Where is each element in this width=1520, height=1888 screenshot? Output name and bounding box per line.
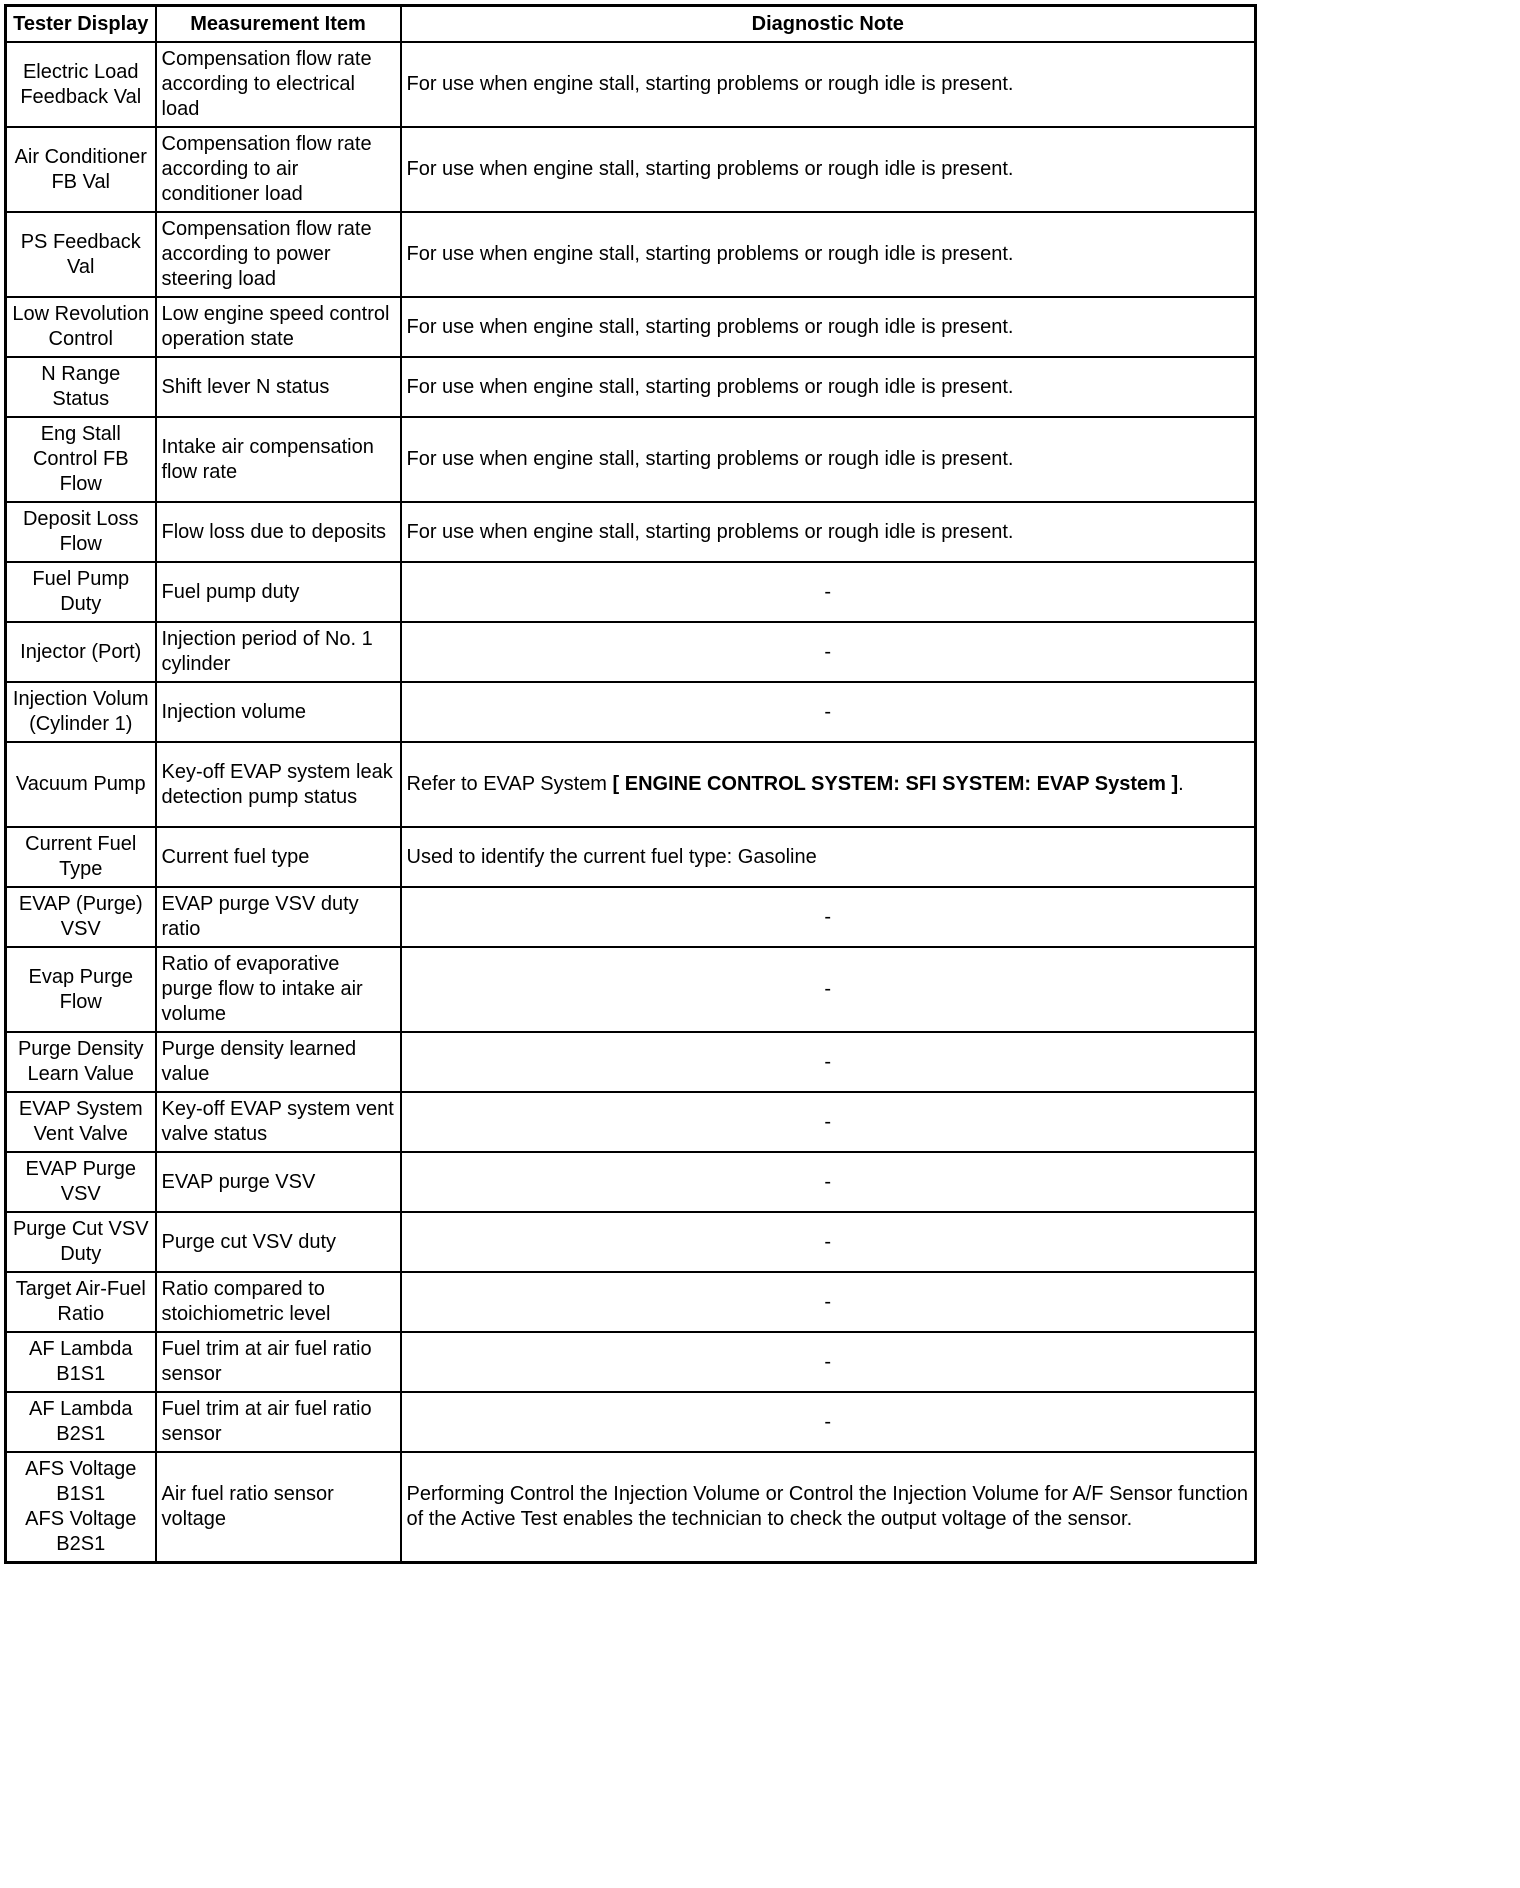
tester-display-cell: AF Lambda B2S1 (6, 1392, 156, 1452)
diagnostic-note-cell: For use when engine stall, starting problems or rough idle is present. (401, 297, 1256, 357)
diagnostic-note-cell: - (401, 1212, 1256, 1272)
tester-display-cell (6, 1452, 156, 1563)
tester-display-cell: Injector (Port) (6, 622, 156, 682)
tester-display-cell: AF Lambda B1S1 (6, 1332, 156, 1392)
measurement-item-cell: Flow loss due to deposits (156, 502, 401, 562)
tester-display-line: AFS Voltage B2S1 (25, 1508, 137, 1555)
measurement-item-cell: Key-off EVAP system leak detection pump status (156, 742, 401, 827)
measurement-item-cell: Current fuel type (156, 827, 401, 887)
tester-display-cell: Purge Density Learn Value (6, 1032, 156, 1092)
table-row (6, 1032, 1256, 1092)
table-row (6, 357, 1256, 417)
tester-display-cell: Low Revolution Control (6, 297, 156, 357)
measurement-item-cell: EVAP purge VSV (156, 1152, 401, 1212)
header-tester-display: Tester Display (6, 6, 156, 43)
table-row (6, 1452, 1256, 1563)
tester-display-cell: Target Air-Fuel Ratio (6, 1272, 156, 1332)
table-row (6, 417, 1256, 502)
measurement-item-cell: Key-off EVAP system vent valve status (156, 1092, 401, 1152)
tester-display-cell: PS Feedback Val (6, 212, 156, 297)
tester-display-cell: N Range Status (6, 357, 156, 417)
diagnostic-note-cell: - (401, 562, 1256, 622)
diagnostic-note-cell: For use when engine stall, starting problems or rough idle is present. (401, 127, 1256, 212)
measurement-item-cell: Ratio compared to stoichiometric level (156, 1272, 401, 1332)
tester-display-cell: Current Fuel Type (6, 827, 156, 887)
measurement-item-cell: Purge density learned value (156, 1032, 401, 1092)
table-row (6, 1272, 1256, 1332)
measurement-item-cell: Purge cut VSV duty (156, 1212, 401, 1272)
table-row (6, 212, 1256, 297)
diagnostic-note-cell: - (401, 682, 1256, 742)
tester-display-cell: Electric Load Feedback Val (6, 42, 156, 127)
table-row (6, 562, 1256, 622)
table-row (6, 502, 1256, 562)
diagnostic-note-cell: For use when engine stall, starting problems or rough idle is present. (401, 212, 1256, 297)
document-page (4, 4, 1257, 1564)
diagnostic-note-cell: - (401, 1392, 1256, 1452)
diagnostic-note-cell: For use when engine stall, starting problems or rough idle is present. (401, 42, 1256, 127)
table-row (6, 127, 1256, 212)
diagnostic-note-cell: - (401, 1332, 1256, 1392)
measurement-item-cell: Shift lever N status (156, 357, 401, 417)
table-row (6, 1392, 1256, 1452)
diagnostic-note-cell: - (401, 947, 1256, 1032)
table-row (6, 887, 1256, 947)
table-row (6, 1152, 1256, 1212)
table-row (6, 947, 1256, 1032)
table-row (6, 297, 1256, 357)
table-row (6, 622, 1256, 682)
tester-display-cell: EVAP (Purge) VSV (6, 887, 156, 947)
diagnostic-note-cell: - (401, 1032, 1256, 1092)
measurement-item-cell: Injection volume (156, 682, 401, 742)
table-row (6, 742, 1256, 827)
table-row (6, 42, 1256, 127)
evap-system-reference-link[interactable]: [ ENGINE CONTROL SYSTEM: SFI SYSTEM: EVAP System ] (612, 773, 1179, 795)
table-row (6, 1092, 1256, 1152)
measurement-item-cell: Fuel trim at air fuel ratio sensor (156, 1392, 401, 1452)
measurement-item-cell: Air fuel ratio sensor voltage (156, 1452, 401, 1563)
table-row (6, 1212, 1256, 1272)
diagnostic-note-cell: - (401, 1092, 1256, 1152)
note-text: . (1178, 773, 1184, 795)
table-row (6, 1332, 1256, 1392)
measurement-item-cell: Compensation flow rate according to air conditioner load (156, 127, 401, 212)
diagnostic-note-cell (401, 742, 1256, 827)
table-header-row (6, 6, 1256, 43)
tester-display-cell: Injection Volum (Cylinder 1) (6, 682, 156, 742)
header-measurement-item: Measurement Item (156, 6, 401, 43)
diagnostic-note-cell: For use when engine stall, starting problems or rough idle is present. (401, 357, 1256, 417)
tester-display-cell: EVAP System Vent Valve (6, 1092, 156, 1152)
measurement-item-cell: Fuel pump duty (156, 562, 401, 622)
measurement-item-cell: Injection period of No. 1 cylinder (156, 622, 401, 682)
diagnostic-note-cell: Used to identify the current fuel type: Gasoline (401, 827, 1256, 887)
diagnostic-note-cell: - (401, 1272, 1256, 1332)
measurement-item-cell: EVAP purge VSV duty ratio (156, 887, 401, 947)
table-row (6, 827, 1256, 887)
measurement-item-cell: Ratio of evaporative purge flow to intake air volume (156, 947, 401, 1032)
table-row (6, 682, 1256, 742)
tester-display-cell: Evap Purge Flow (6, 947, 156, 1032)
tester-display-cell: Air Conditioner FB Val (6, 127, 156, 212)
diagnostic-note-cell: - (401, 1152, 1256, 1212)
measurement-item-cell: Compensation flow rate according to electrical load (156, 42, 401, 127)
diagnostic-note-cell: - (401, 622, 1256, 682)
tester-display-cell: Purge Cut VSV Duty (6, 1212, 156, 1272)
diagnostic-note-cell: For use when engine stall, starting problems or rough idle is present. (401, 417, 1256, 502)
note-text: Refer to EVAP System (406, 773, 613, 795)
measurement-item-cell: Compensation flow rate according to power steering load (156, 212, 401, 297)
tester-display-cell: Fuel Pump Duty (6, 562, 156, 622)
measurement-item-cell: Fuel trim at air fuel ratio sensor (156, 1332, 401, 1392)
tester-display-line: AFS Voltage B1S1 (25, 1458, 137, 1505)
tester-display-cell: Deposit Loss Flow (6, 502, 156, 562)
diagnostic-note-cell: For use when engine stall, starting problems or rough idle is present. (401, 502, 1256, 562)
data-list-table (4, 4, 1257, 1564)
measurement-item-cell: Low engine speed control operation state (156, 297, 401, 357)
tester-display-cell: Vacuum Pump (6, 742, 156, 827)
header-diagnostic-note: Diagnostic Note (401, 6, 1256, 43)
tester-display-cell: EVAP Purge VSV (6, 1152, 156, 1212)
measurement-item-cell: Intake air compensation flow rate (156, 417, 401, 502)
diagnostic-note-cell: - (401, 887, 1256, 947)
diagnostic-note-cell: Performing Control the Injection Volume or Control the Injection Volume for A/F Sensor function of the Active Test enables the technician to check the output voltage of the sensor. (401, 1452, 1256, 1563)
tester-display-cell: Eng Stall Control FB Flow (6, 417, 156, 502)
